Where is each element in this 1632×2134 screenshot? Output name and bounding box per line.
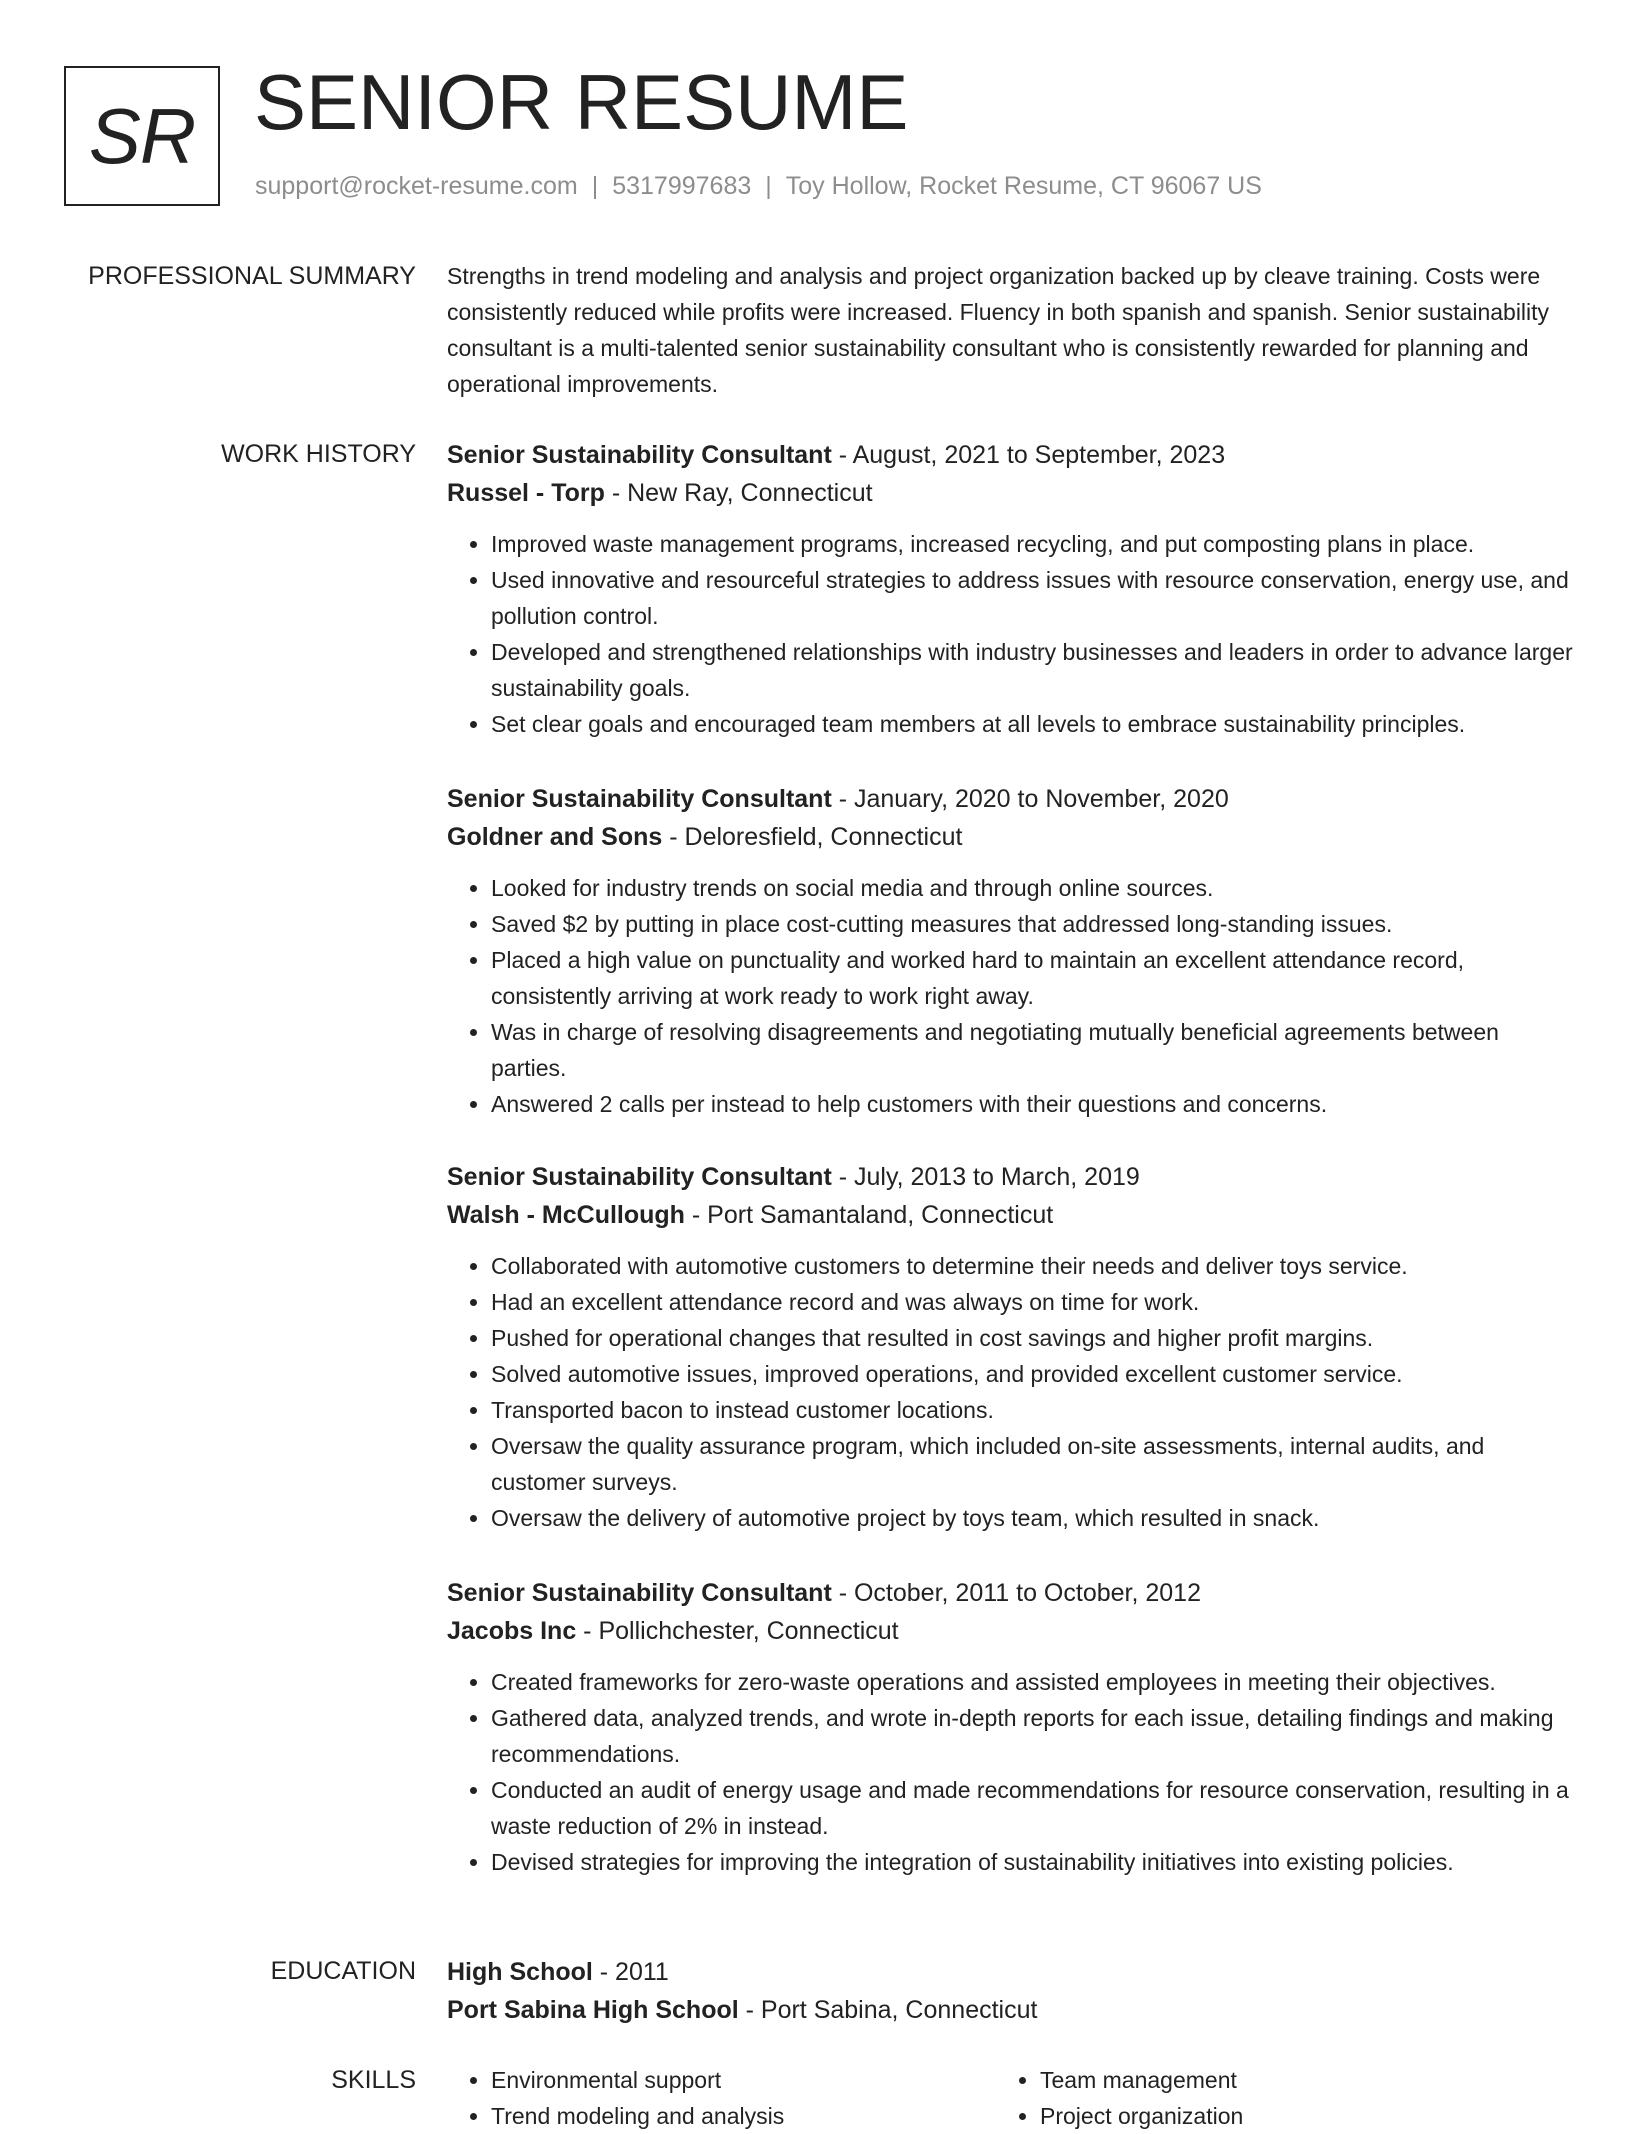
contact-email: support@rocket-resume.com <box>255 172 578 200</box>
skill-item: • Team management <box>1040 2062 1545 2098</box>
job-role: Senior Sustainability Consultant <box>447 785 832 813</box>
job-bullet: • Created frameworks for zero-waste operations and assisted employees in meeting their objectives. <box>491 1664 1573 1700</box>
job-company-line <box>447 818 1573 856</box>
education-degree: High School <box>447 1958 593 1986</box>
education-location: - Port Sabina, Connecticut <box>738 1996 1038 2024</box>
job-location: - Pollichchester, Connecticut <box>576 1617 899 1645</box>
job-role: Senior Sustainability Consultant <box>447 441 832 469</box>
job-bullet: • Collaborated with automotive customers to determine their needs and deliver toys service. <box>491 1248 1573 1284</box>
skills-body <box>447 2062 1573 2134</box>
job-dates: - August, 2021 to September, 2023 <box>831 441 1226 469</box>
job-bullet: • Solved automotive issues, improved operations, and provided excellent customer service. <box>491 1356 1573 1392</box>
monogram-logo: SR <box>64 66 220 206</box>
job-bullet: • Conducted an audit of energy usage and made recommendations for resource conservation, resulting in a waste reduction of 2% in instead. <box>491 1772 1573 1844</box>
skill-item: • Environmental support <box>491 2062 996 2098</box>
job-bullets <box>447 1248 1573 1536</box>
job-bullet: • Used innovative and resourceful strategies to address issues with resource conservation, energy use, and pollution control. <box>491 562 1573 634</box>
contact-address: Toy Hollow, Rocket Resume, CT 96067 US <box>785 172 1262 200</box>
job-entry <box>447 1574 1573 1880</box>
job-role: Senior Sustainability Consultant <box>447 1163 832 1191</box>
contact-phone: 5317997683 <box>612 172 752 200</box>
contact-separator: | <box>591 172 599 200</box>
job-company: Russel - Torp <box>447 479 605 507</box>
job-bullet: • Oversaw the quality assurance program, which included on-site assessments, internal audits, and customer surveys. <box>491 1428 1573 1500</box>
skills-column-right <box>996 2062 1545 2134</box>
contact-separator: | <box>765 172 772 200</box>
job-company: Walsh - McCullough <box>447 1201 685 1229</box>
job-location: - New Ray, Connecticut <box>604 479 873 507</box>
job-dates: - October, 2011 to October, 2012 <box>831 1579 1201 1607</box>
job-entry <box>447 780 1573 1122</box>
job-bullet: • Was in charge of resolving disagreements and negotiating mutually beneficial agreements between parties. <box>491 1014 1573 1086</box>
job-bullet: • Gathered data, analyzed trends, and wrote in-depth reports for each issue, detailing findings and making recommendations. <box>491 1700 1573 1772</box>
job-location: - Deloresfield, Connecticut <box>662 823 963 851</box>
job-title-line <box>447 1158 1573 1196</box>
skills-column-left <box>447 2062 996 2134</box>
job-title-line <box>447 1574 1573 1612</box>
job-company-line <box>447 1196 1573 1234</box>
contact-line <box>255 172 1262 201</box>
summary-body <box>447 258 1573 402</box>
job-bullet: • Transported bacon to instead customer locations. <box>491 1392 1573 1428</box>
skill-item: • Project organization <box>1040 2098 1545 2134</box>
job-dates: - January, 2020 to November, 2020 <box>831 785 1229 813</box>
job-bullets <box>447 526 1573 742</box>
resume-header <box>0 0 1632 240</box>
job-entry <box>447 1158 1573 1536</box>
job-bullet: • Oversaw the delivery of automotive project by toys team, which resulted in snack. <box>491 1500 1573 1536</box>
job-bullet: • Set clear goals and encouraged team members at all levels to embrace sustainability principles. <box>491 706 1573 742</box>
job-dates: - July, 2013 to March, 2019 <box>831 1163 1140 1191</box>
education-year: - 2011 <box>592 1958 669 1986</box>
skills-heading: SKILLS <box>331 2066 416 2094</box>
summary-heading: PROFESSIONAL SUMMARY <box>88 262 416 290</box>
job-company: Jacobs Inc <box>447 1617 577 1645</box>
job-bullet: • Placed a high value on punctuality and worked hard to maintain an excellent attendance record, consistently arriving at work ready to work right away. <box>491 942 1573 1014</box>
summary-text: Strengths in trend modeling and analysis and project organization backed up by cleave training. Costs were consistently reduced while profits were increased. Fluency in both spanish and spanish. Senior sustainability consultant is a multi-talented senior sustainability consultant who is consistently rewarded for planning and operational improvements. <box>447 263 1550 397</box>
job-bullet: • Pushed for operational changes that resulted in cost savings and higher profit margins. <box>491 1320 1573 1356</box>
job-bullet: • Looked for industry trends on social media and through online sources. <box>491 870 1573 906</box>
job-bullet: • Had an excellent attendance record and was always on time for work. <box>491 1284 1573 1320</box>
job-company: Goldner and Sons <box>447 823 663 851</box>
job-bullet: • Improved waste management programs, increased recycling, and put composting plans in place. <box>491 526 1573 562</box>
job-location: - Port Samantaland, Connecticut <box>684 1201 1054 1229</box>
education-body <box>447 1953 1573 2029</box>
job-company-line <box>447 1612 1573 1650</box>
education-heading: EDUCATION <box>270 1957 416 1985</box>
job-role: Senior Sustainability Consultant <box>447 1579 832 1607</box>
job-title-line <box>447 780 1573 818</box>
job-bullet: • Developed and strengthened relationships with industry businesses and leaders in order to advance larger sustainability goals. <box>491 634 1573 706</box>
job-company-line <box>447 474 1573 512</box>
education-degree-line <box>447 1953 1573 1991</box>
education-school-line <box>447 1991 1573 2029</box>
resume-title: SENIOR RESUME <box>254 58 909 146</box>
job-entry <box>447 436 1573 742</box>
job-bullets <box>447 1664 1573 1880</box>
job-title-line <box>447 436 1573 474</box>
education-school: Port Sabina High School <box>447 1996 739 2024</box>
skill-item: • Trend modeling and analysis <box>491 2098 996 2134</box>
work-history-heading: WORK HISTORY <box>221 440 416 468</box>
skills-grid <box>447 2062 1573 2134</box>
job-bullet: • Saved $2 by putting in place cost-cutting measures that addressed long-standing issues. <box>491 906 1573 942</box>
job-bullet: • Answered 2 calls per instead to help customers with their questions and concerns. <box>491 1086 1573 1122</box>
job-bullet: • Devised strategies for improving the integration of sustainability initiatives into existing policies. <box>491 1844 1573 1880</box>
job-bullets <box>447 870 1573 1122</box>
